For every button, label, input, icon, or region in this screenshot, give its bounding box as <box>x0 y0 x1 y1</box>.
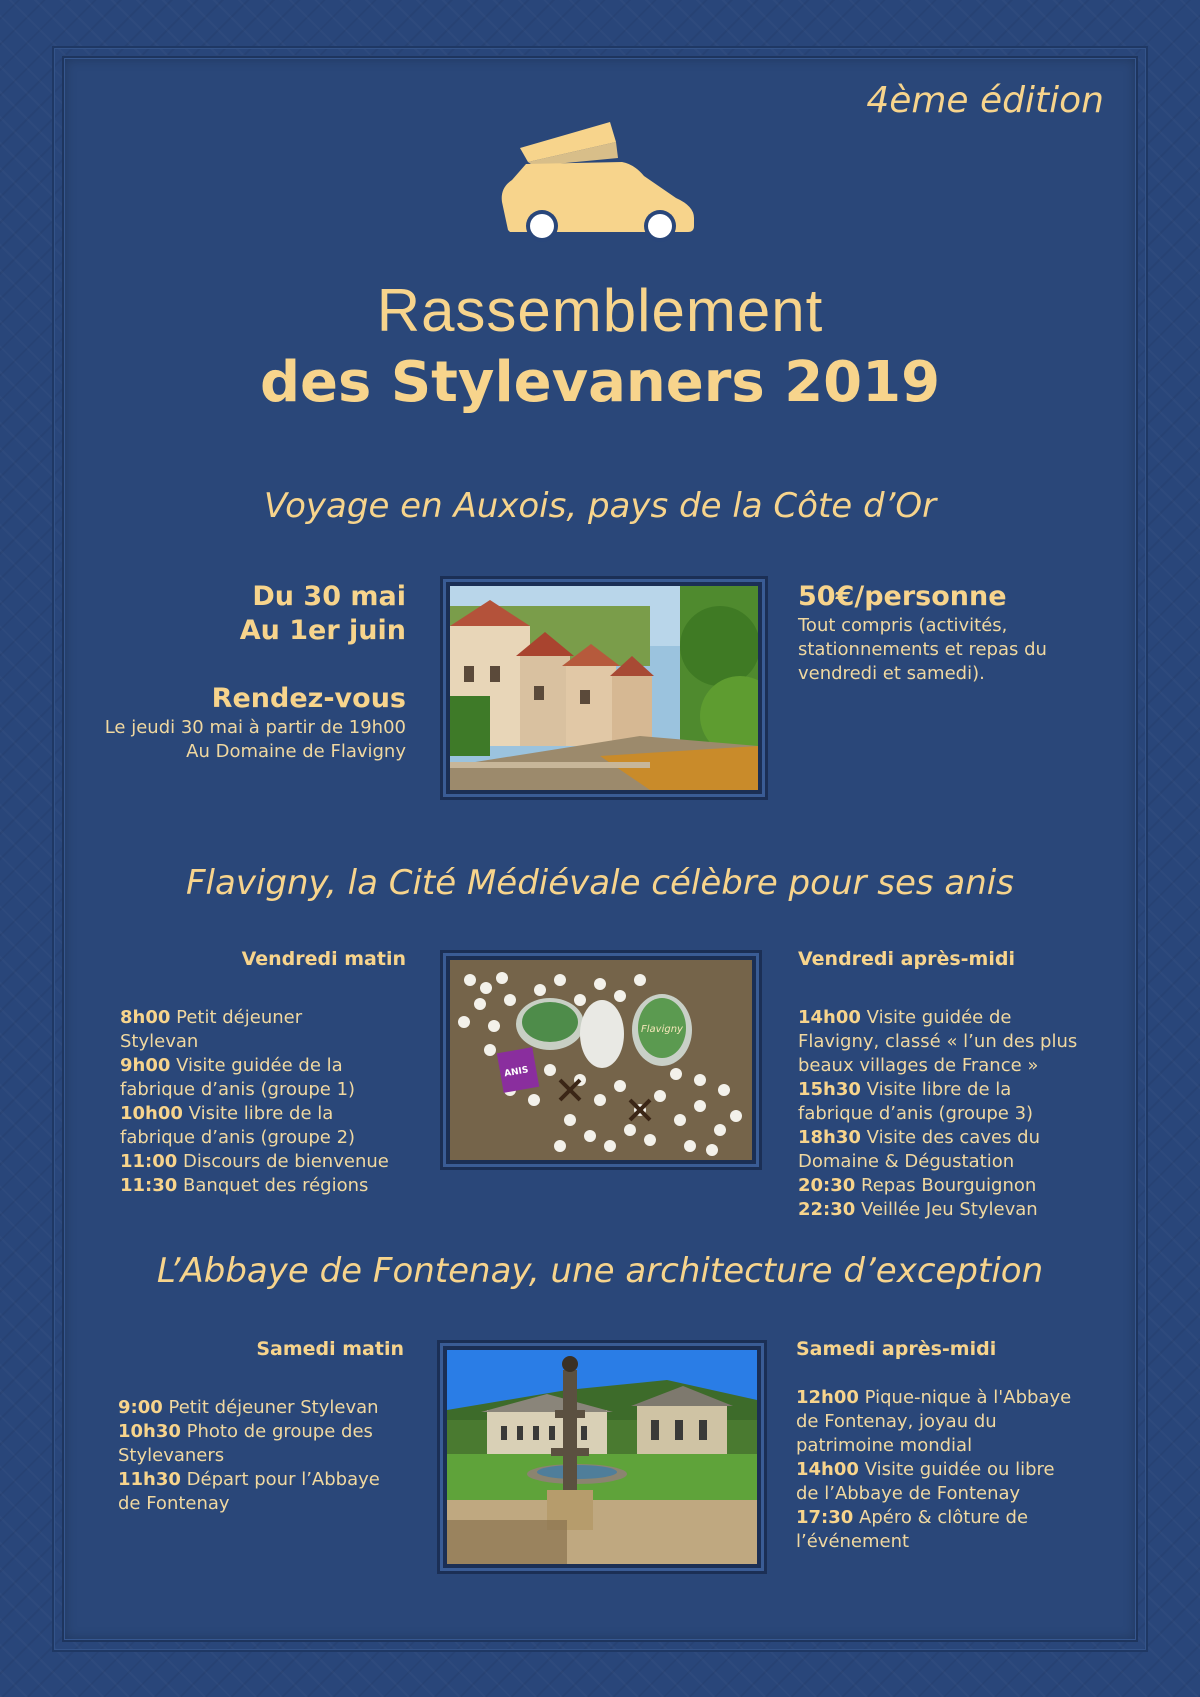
saturday-afternoon-schedule <box>796 1386 1116 1554</box>
saturday-morning-schedule <box>118 1396 418 1516</box>
anis-badge: ANIS <box>503 1065 530 1080</box>
price-line2: stationnements et repas du <box>798 639 1047 660</box>
rdv-line1: Le jeudi 30 mai à partir de 19h00 <box>104 717 406 738</box>
schedule-item-cont: de Fontenay, joyau du <box>796 1411 997 1432</box>
abbey-photo <box>443 1346 761 1568</box>
anis-photo <box>446 956 756 1164</box>
title-line2: des Stylevaners 2019 <box>259 350 941 415</box>
schedule-item: 12h00 Pique-nique à l'Abbaye <box>796 1387 1072 1408</box>
section2-heading: Flavigny, la Cité Médiévale célèbre pour ses anis <box>186 863 1014 903</box>
schedule-item: 9h00 Visite guidée de la <box>120 1055 343 1076</box>
schedule-item: 11h30 Départ pour l’Abbaye <box>118 1469 380 1490</box>
village-illustration <box>450 586 758 790</box>
date-start: Du 30 mai <box>252 581 406 612</box>
schedule-item: 9:00 Petit déjeuner Stylevan <box>118 1397 379 1418</box>
schedule-item: 14h00 Visite guidée de <box>798 1007 1012 1028</box>
price-line3: vendredi et samedi). <box>798 663 985 684</box>
title-line1: Rassemblement <box>376 277 824 344</box>
campervan-icon <box>498 118 698 246</box>
date-end: Au 1er juin <box>239 615 406 646</box>
anis-illustration <box>450 960 752 1160</box>
section1-heading: Voyage en Auxois, pays de la Côte d’Or <box>263 486 937 526</box>
friday-morning-title: Vendredi matin <box>241 948 406 970</box>
price-line1: Tout compris (activités, <box>798 615 1008 636</box>
schedule-item-cont: de Fontenay <box>118 1493 230 1514</box>
saturday-afternoon-title: Samedi après-midi <box>796 1338 997 1360</box>
friday-morning-schedule <box>120 1006 420 1198</box>
friday-afternoon-schedule <box>798 1006 1118 1222</box>
schedule-item-cont: patrimoine mondial <box>796 1435 973 1456</box>
schedule-item: 18h30 Visite des caves du <box>798 1127 1040 1148</box>
schedule-item: 20:30 Repas Bourguignon <box>798 1175 1037 1196</box>
price-title: 50€/personne <box>798 581 1007 612</box>
schedule-item: 10h30 Photo de groupe des <box>118 1421 373 1442</box>
schedule-item-cont: Flavigny, classé « l’un des plus <box>798 1031 1078 1052</box>
rdv-title: Rendez-vous <box>211 683 406 714</box>
schedule-item-cont: fabrique d’anis (groupe 3) <box>798 1103 1034 1124</box>
schedule-item: 10h00 Visite libre de la <box>120 1103 334 1124</box>
schedule-item-cont: Stylevaners <box>118 1445 225 1466</box>
village-photo <box>446 582 762 794</box>
abbey-illustration <box>447 1350 757 1564</box>
schedule-item: 11:30 Banquet des régions <box>120 1175 369 1196</box>
saturday-morning-title: Samedi matin <box>256 1338 404 1360</box>
schedule-item: 17:30 Apéro & clôture de <box>796 1507 1029 1528</box>
tin-label: Flavigny <box>641 1024 683 1035</box>
schedule-item: 11:00 Discours de bienvenue <box>120 1151 389 1172</box>
section3-heading: L’Abbaye de Fontenay, une architecture d’exception <box>156 1251 1044 1291</box>
price-block <box>798 580 1118 686</box>
schedule-item: 15h30 Visite libre de la <box>798 1079 1012 1100</box>
schedule-item: 14h00 Visite guidée ou libre <box>796 1459 1055 1480</box>
schedule-item-cont: de l’Abbaye de Fontenay <box>796 1483 1021 1504</box>
schedule-item-cont: Stylevan <box>120 1031 199 1052</box>
rdv-block <box>60 682 406 764</box>
dates-block <box>60 580 406 648</box>
schedule-item-cont: fabrique d’anis (groupe 1) <box>120 1079 356 1100</box>
schedule-item-cont: beaux villages de France » <box>798 1055 1039 1076</box>
schedule-item: 22:30 Veillée Jeu Stylevan <box>798 1199 1038 1220</box>
schedule-item-cont: Domaine & Dégustation <box>798 1151 1015 1172</box>
schedule-item-cont: l’événement <box>796 1531 910 1552</box>
schedule-item: 8h00 Petit déjeuner <box>120 1007 303 1028</box>
friday-afternoon-title: Vendredi après-midi <box>798 948 1015 970</box>
rdv-line2: Au Domaine de Flavigny <box>186 741 406 762</box>
schedule-item-cont: fabrique d’anis (groupe 2) <box>120 1127 356 1148</box>
edition-label: 4ème édition <box>866 80 1104 121</box>
